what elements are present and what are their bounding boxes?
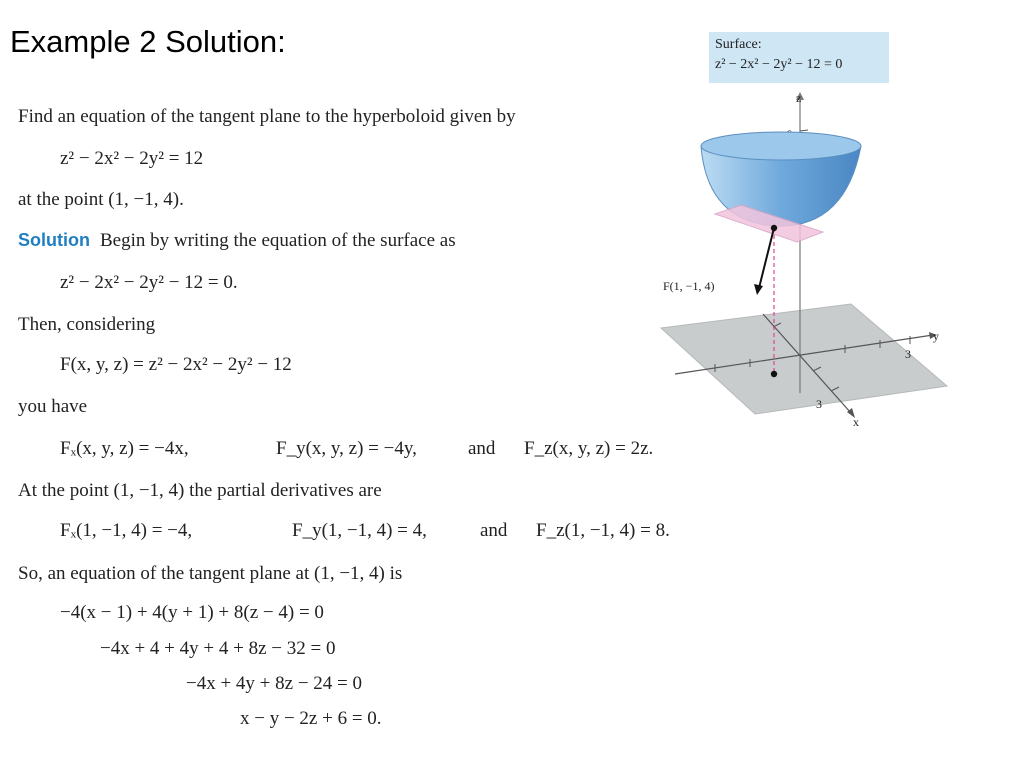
gradient-label: F(1, −1, 4) (663, 279, 715, 293)
surface-caption-equation: z² − 2x² − 2y² − 12 = 0 (715, 57, 843, 72)
problem-equation: z² − 2x² − 2y² = 12 (60, 148, 204, 169)
projected-point (771, 371, 777, 377)
solution-label: Solution (18, 230, 90, 250)
hyperboloid-svg (655, 88, 955, 438)
gradient-vector (759, 228, 774, 288)
x-tick-label: 3 (816, 397, 822, 411)
partial-fx: Fₓ(x, y, z) = −4x, (60, 438, 189, 459)
solution-intro (18, 230, 456, 252)
step-3: −4x + 4y + 8z − 24 = 0 (186, 673, 363, 694)
x-axis-label: x (853, 415, 859, 429)
you-have: you have (18, 396, 88, 417)
partial-fz-at: F_z(1, −1, 4) = 8. (536, 520, 670, 541)
surface-caption-box (709, 32, 889, 83)
gradient-arrowhead (754, 284, 763, 295)
surface-equation: z² − 2x² − 2y² − 12 = 0. (60, 272, 238, 293)
f-definition: F(x, y, z) = z² − 2x² − 2y² − 12 (60, 354, 292, 375)
step-2: −4x + 4 + 4y + 4 + 8z − 32 = 0 (100, 638, 336, 659)
bowl-rim (701, 132, 861, 160)
y-axis-label: y (933, 329, 939, 343)
so-line: So, an equation of the tangent plane at (1, −1, 4) is (18, 563, 403, 584)
y-tick-label: 3 (905, 347, 911, 361)
problem-intro: Find an equation of the tangent plane to the hyperboloid given by (18, 106, 516, 127)
partial-fy-at: F_y(1, −1, 4) = 4, (292, 520, 427, 541)
and-word: and (480, 520, 508, 541)
step-4: x − y − 2z + 6 = 0. (240, 708, 382, 729)
slide-title: Example 2 Solution: (10, 24, 286, 59)
surface-caption-label: Surface: (715, 37, 762, 52)
partial-fy: F_y(x, y, z) = −4y, (276, 438, 417, 459)
hyperboloid-figure (655, 88, 955, 442)
then-considering: Then, considering (18, 314, 156, 335)
partial-fx-at: Fₓ(1, −1, 4) = −4, (60, 520, 193, 541)
step-1: −4(x − 1) + 4(y + 1) + 8(z − 4) = 0 (60, 602, 324, 623)
partial-fz: F_z(x, y, z) = 2z. (524, 438, 654, 459)
solution-text: Begin by writing the equation of the surface as (99, 230, 456, 251)
problem-point: at the point (1, −1, 4). (18, 189, 184, 210)
z-axis-label: z (796, 91, 802, 105)
at-point: At the point (1, −1, 4) the partial derivatives are (18, 480, 382, 501)
and-word: and (468, 438, 496, 459)
